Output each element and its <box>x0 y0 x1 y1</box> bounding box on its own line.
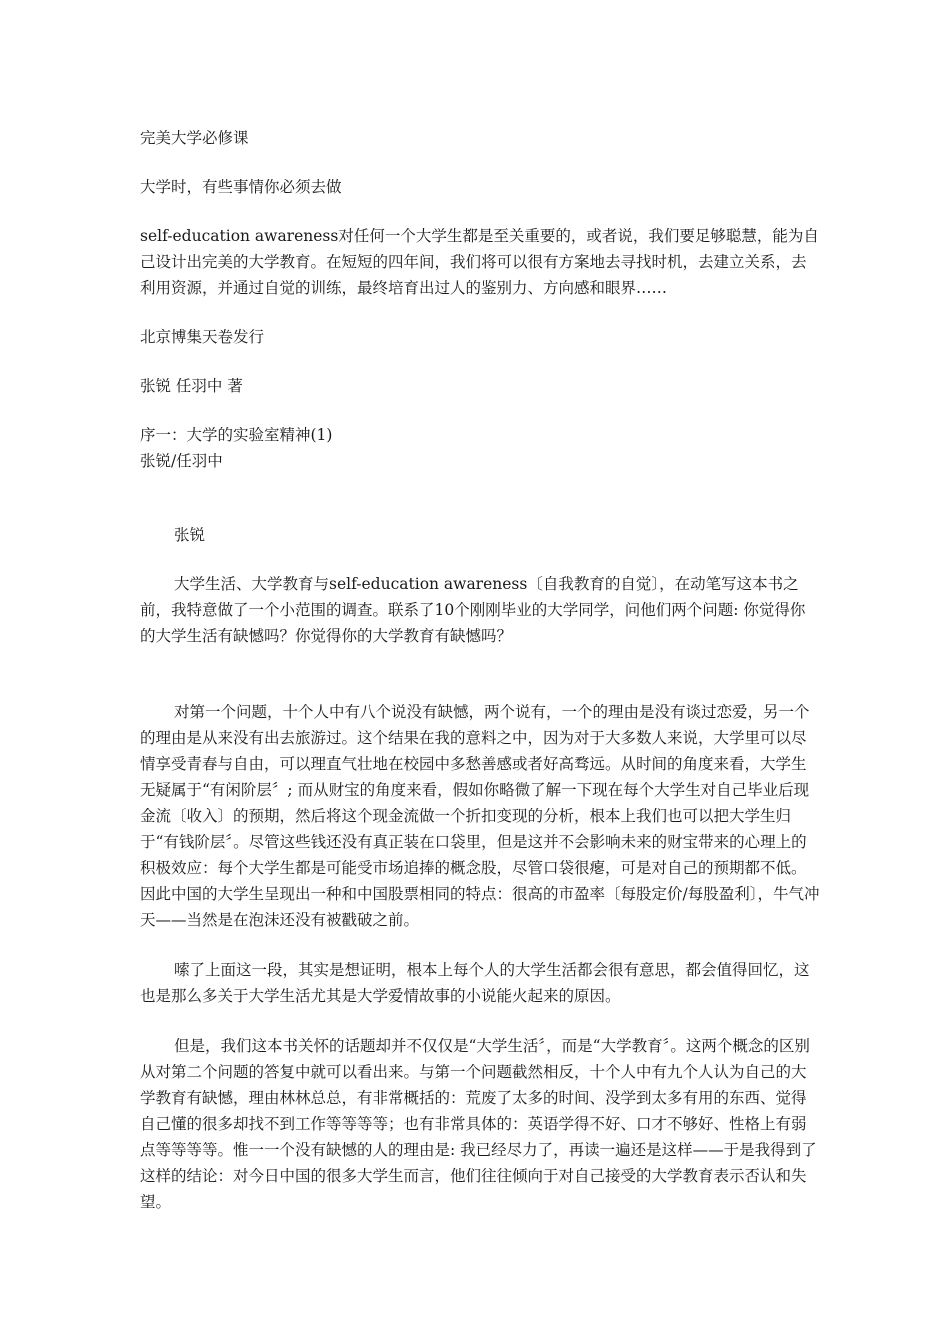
book-blurb: self-education awareness对任何一个大学生都是至关重要的，或者说，我们要足够聪慧，能为自己设计出完美的大学教育。在短短的四年间，我们将可以很有方案地去寻找时机，去建立关系，去利用资源，并通过自觉的训练，最终培育出过人的鉴别力、方向感和眼界…… <box>140 227 819 297</box>
publisher-line: 北京博集天卷发行 <box>140 328 265 346</box>
document-title: 完美大学必修课 <box>140 129 249 147</box>
preface-authors: 张锐/任羽中 <box>140 452 223 470</box>
document-subtitle: 大学时，有些事情你必须去做 <box>140 178 342 196</box>
preface-title: 序一：大学的实验室精神(1) <box>140 426 333 444</box>
body-paragraph: 嗦了上面这一段，其实是想证明，根本上每个人的大学生活都会很有意思，都会值得回忆，这也是那么多关于大学生活尤其是大学爱情故事的小说能火起来的原因。 <box>140 961 810 1005</box>
body-paragraph: 大学生活、大学教育与self-education awareness〔自我教育的自觉〕，在动笔写这本书之前，我特意做了一个小范围的调查。联系了10个刚刚毕业的大学同学，问他们两个问题: 你觉得你的大学生活有缺憾吗？你觉得你的大学教育有缺憾吗？ <box>140 575 806 645</box>
document-page <box>140 125 820 1215</box>
body-paragraph: 但是，我们这本书关怀的话题却并不仅仅是“大学生活〞，而是“大学教育〞。这两个概念的区别从对第二个问题的答复中就可以看出来。与第一个问题截然相反，十个人中有九个人认为自己的大学教育有缺憾，理由林林总总，有非常概括的：荒废了太多的时间、没学到太多有用的东西、觉得自己懂的很多却找不到工作等等等等；也有非常具体的：英语学得不好、口才不够好、性格上有弱点等等等等。惟一一个没有缺憾的人的理由是: 我已经尽力了，再读一遍还是这样——于是我得到了这样的结论：对今日中国的很多大学生而言，他们往往倾向于对自己接受的大学教育表示否认和失望。 <box>140 1037 817 1211</box>
body-paragraph: 对第一个问题，十个人中有八个说没有缺憾，两个说有，一个的理由是没有谈过恋爱，另一个的理由是从来没有出去旅游过。这个结果在我的意料之中，因为对于大多数人来说，大学里可以尽情享受青春与自由，可以理直气壮地在校园中多愁善感或者好高骛远。从时间的角度来看，大学生无疑属于“有闲阶层〞; 而从财宝的角度来看，假如你略微了解一下现在每个大学生对自己毕业后现金流〔收入〕的预期，然后将这个现金流做一个折扣变现的分析，根本上我们也可以把大学生归于“有钱阶层〞。尽管这些钱还没有真正装在口袋里，但是这并不会影响未来的财宝带来的心理上的积极效应：每个大学生都是可能受市场追捧的概念股，尽管口袋很瘪，可是对自己的预期都不低。因此中国的大学生呈现出一种和中国股票相同的特点：很高的市盈率〔每股定价/每股盈利〕，牛气冲天——当然是在泡沫还没有被戳破之前。 <box>140 703 820 929</box>
authors-line: 张锐 任羽中 著 <box>140 377 243 395</box>
preface-byline: 张锐 <box>174 526 206 544</box>
